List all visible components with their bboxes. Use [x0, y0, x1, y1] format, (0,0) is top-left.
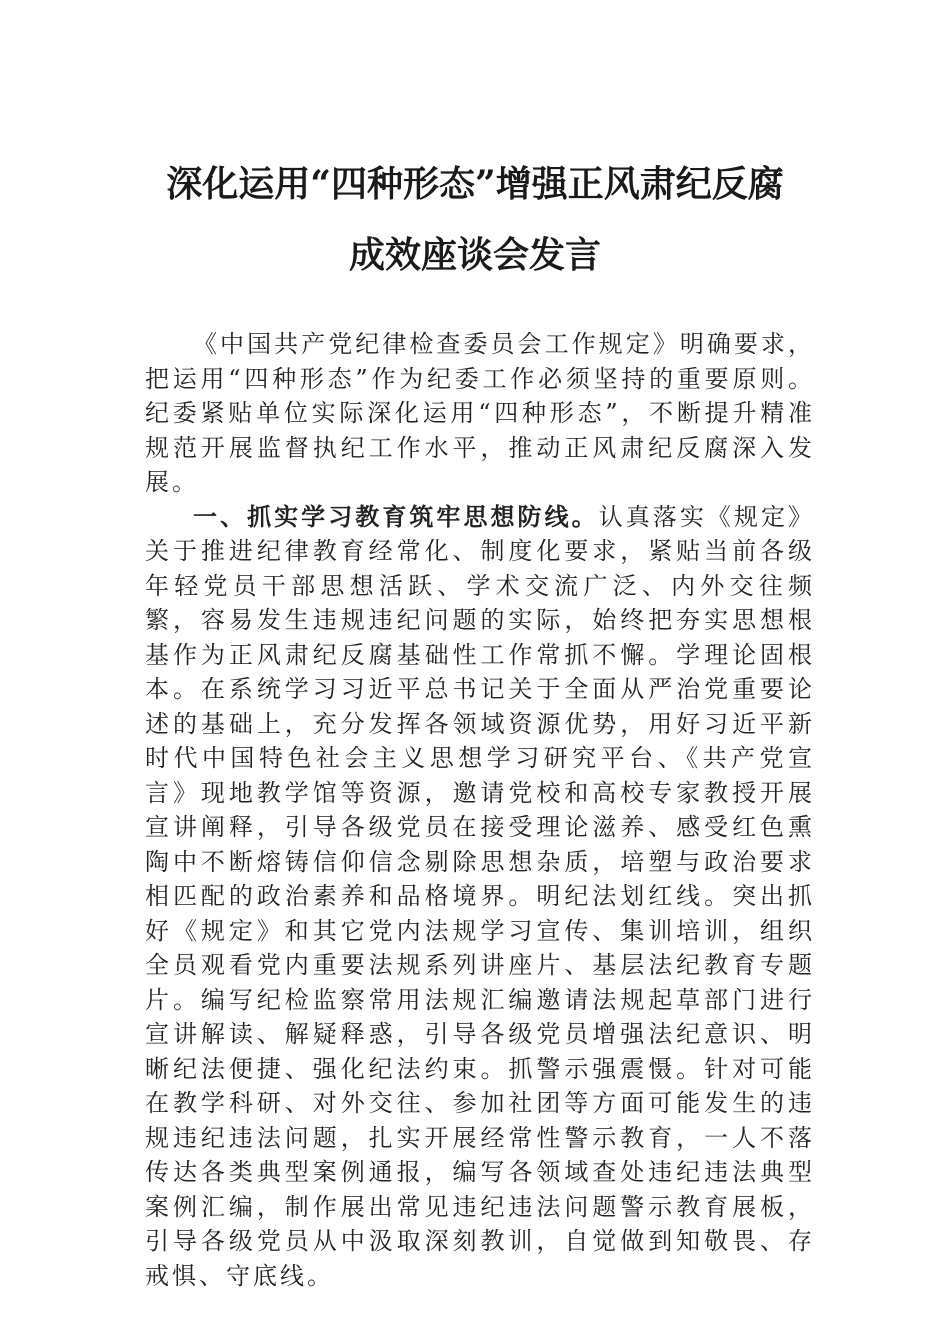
section-1-heading: 一、抓实学习教育筑牢思想防线。 — [193, 501, 599, 531]
paragraph-intro — [145, 327, 815, 500]
section-1-text: 认真落实《规定》关于推进纪律教育经常化、制度化要求，紧贴当前各级年轻党员干部思想活跃、学术交流广泛、内外交往频繁，容易发生违规违纪问题的实际，始终把夯实思想根基作为正风肃纪反腐基础性工作常抓不懈。学理论固根本。在系统学习习近平总书记关于全面从严治党重要论述的基础上，充分发挥各领域资源优势，用好习近平新时代中国特色社会主义思想学习研究平台、《共产党宣言》现地教学馆等资源，邀请党校和高校专家教授开展宣讲阐释，引导各级党员在接受理论滋养、感受红色熏陶中不断熔铸信仰信念剔除思想杂质，培塑与政治要求相匹配的政治素养和品格境界。明纪法划红线。突出抓好《规定》和其它党内法规学习宣传、集训培训，组织全员观看党内重要法规系列讲座片、基层法纪教育专题片。编写纪检监察常用法规汇编邀请法规起草部门进行宣讲解读、解疑释惑，引导各级党员增强法纪意识、明晰纪法便捷、强化纪法约束。抓警示强震慑。针对可能在教学科研、对外交往、参加社团等方面可能发生的违规违纪违法问题，扎实开展经常性警示教育，一人不落传达各类典型案例通报，编写各领域查处违纪违法典型案例汇编，制作展出常见违纪违法问题警示教育展板，引导各级党员从中汲取深刻教训，自觉做到知敬畏、存戒惧、守底线。 — [145, 502, 816, 1290]
document-body — [145, 327, 815, 1293]
document-title-line-1: 深化运用“四种形态”增强正风肃纪反腐 — [166, 163, 784, 205]
document-title-line-2: 成效座谈会发言 — [348, 234, 601, 276]
paragraph-intro-text: 《中国共产党纪律检查委员会工作规定》明确要求，把运用“四种形态”作为纪委工作必须坚持的重要原则。纪委紧贴单位实际深化运用“四种形态”，不断提升精准规范开展监督执纪工作水平，推动正风肃纪反腐深入发展。 — [145, 330, 815, 496]
paragraph-section-1 — [145, 500, 815, 1294]
